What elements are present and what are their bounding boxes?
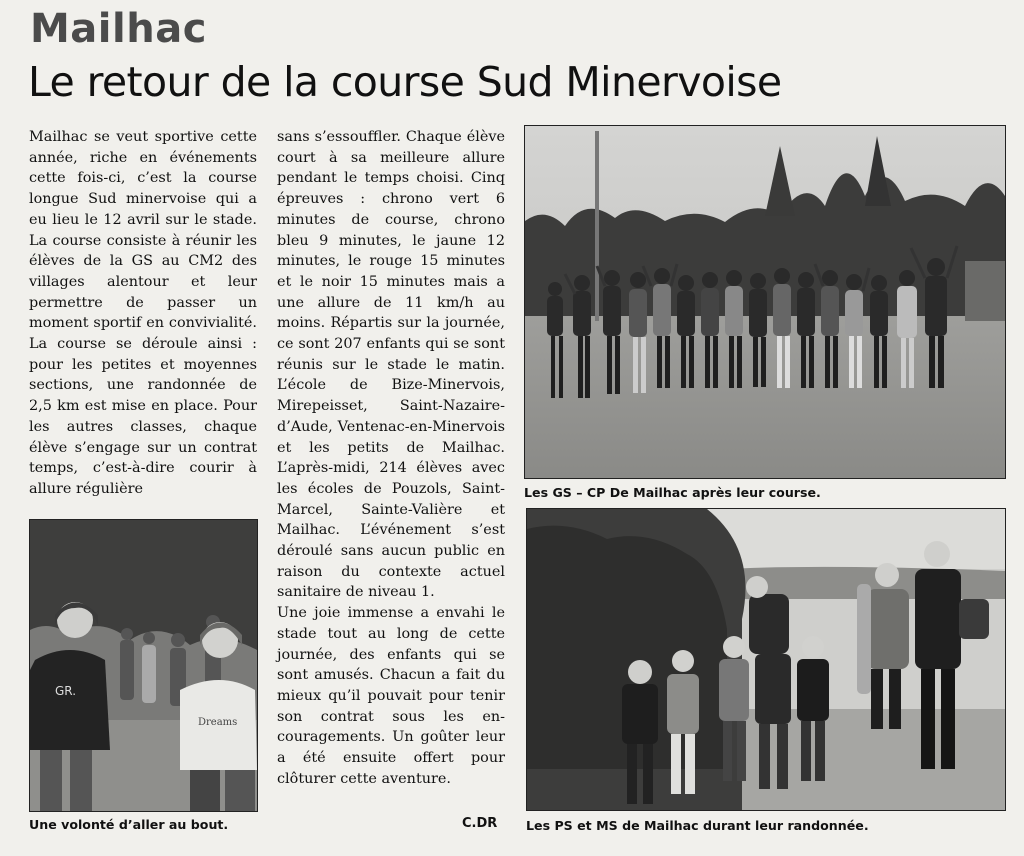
article-column-1 — [29, 127, 257, 500]
svg-text:Dreams: Dreams — [198, 717, 238, 728]
article-column-2 — [277, 127, 505, 790]
photo-walk-image — [527, 509, 1005, 810]
article-headline: Le retour de la course Sud Minervoise — [28, 58, 782, 106]
caption-left: Une volonté d’aller au bout. — [29, 817, 229, 832]
photo-group-image — [525, 126, 1005, 478]
photo-walk — [526, 508, 1006, 811]
svg-text:GR.: GR. — [55, 684, 77, 698]
bleed-texture-right — [1008, 120, 1024, 820]
photo-group-after-race — [524, 125, 1006, 479]
photo-runners — [29, 519, 258, 812]
caption-bottom-right: Les PS et MS de Mailhac durant leur randonnée. — [526, 818, 869, 833]
bleed-texture-left — [0, 120, 26, 820]
article-kicker: Mailhac — [30, 6, 207, 52]
article-paragraph: sans s’essouffler. Chaque élève court à sa meilleure allure pendant le temps choisi. Cinq épreuves : chrono vert 6 minutes de course, chrono bleu 9 minutes, le jaune 12 minutes, le rouge 15 minutes et le noir 15 minutes mais a une allure de 11 km/h au moins. Répartis sur la journée, ce sont 207 enfants qui se sont réunis sur le stade le matin. L’école de Bize-Minervois, Mirepeisset, Saint-Nazaire-d’Aude, Ventenac-en-Minervois et les petits de Mailhac. L’après-midi, 214 élèves avec les écoles de Pouzols, Saint-Marcel, Sainte-Valière et Mailhac. L’événement s’est déroulé sans aucun public en raison du contexte actuel sanitaire de niveau 1. — [277, 129, 505, 601]
article-paragraph: Une joie immense a envahi le stade tout au long de cette journée, des enfants qui se sont amusés. Chacun a fait du mieux qu’il pouvait pour tenir son contrat sous les encouragements. Un goûter leur a été ensuite offert pour clôturer cette aventure. — [277, 605, 505, 787]
article-paragraph: Mailhac se veut sportive cette année, riche en événements cette fois-ci, c’est la course longue Sud minervoise qui a eu lieu le 12 avril sur le stade. La course consiste à réunir les élèves de la GS au CM2 des villages alentour et leur permettre de passer un moment sportif en convivialité. La course se déroule ainsi : pour les petites et moyennes sections, une randonnée de 2,5 km est mise en place. Pour les autres classes, chaque élève s’engage sur un contrat temps, c’est-à-dire courir à allure régulière — [29, 129, 257, 497]
photo-runners-image — [30, 520, 257, 811]
article-credit: C.DR — [462, 816, 498, 831]
caption-top-right: Les GS – CP De Mailhac après leur course. — [524, 485, 821, 500]
